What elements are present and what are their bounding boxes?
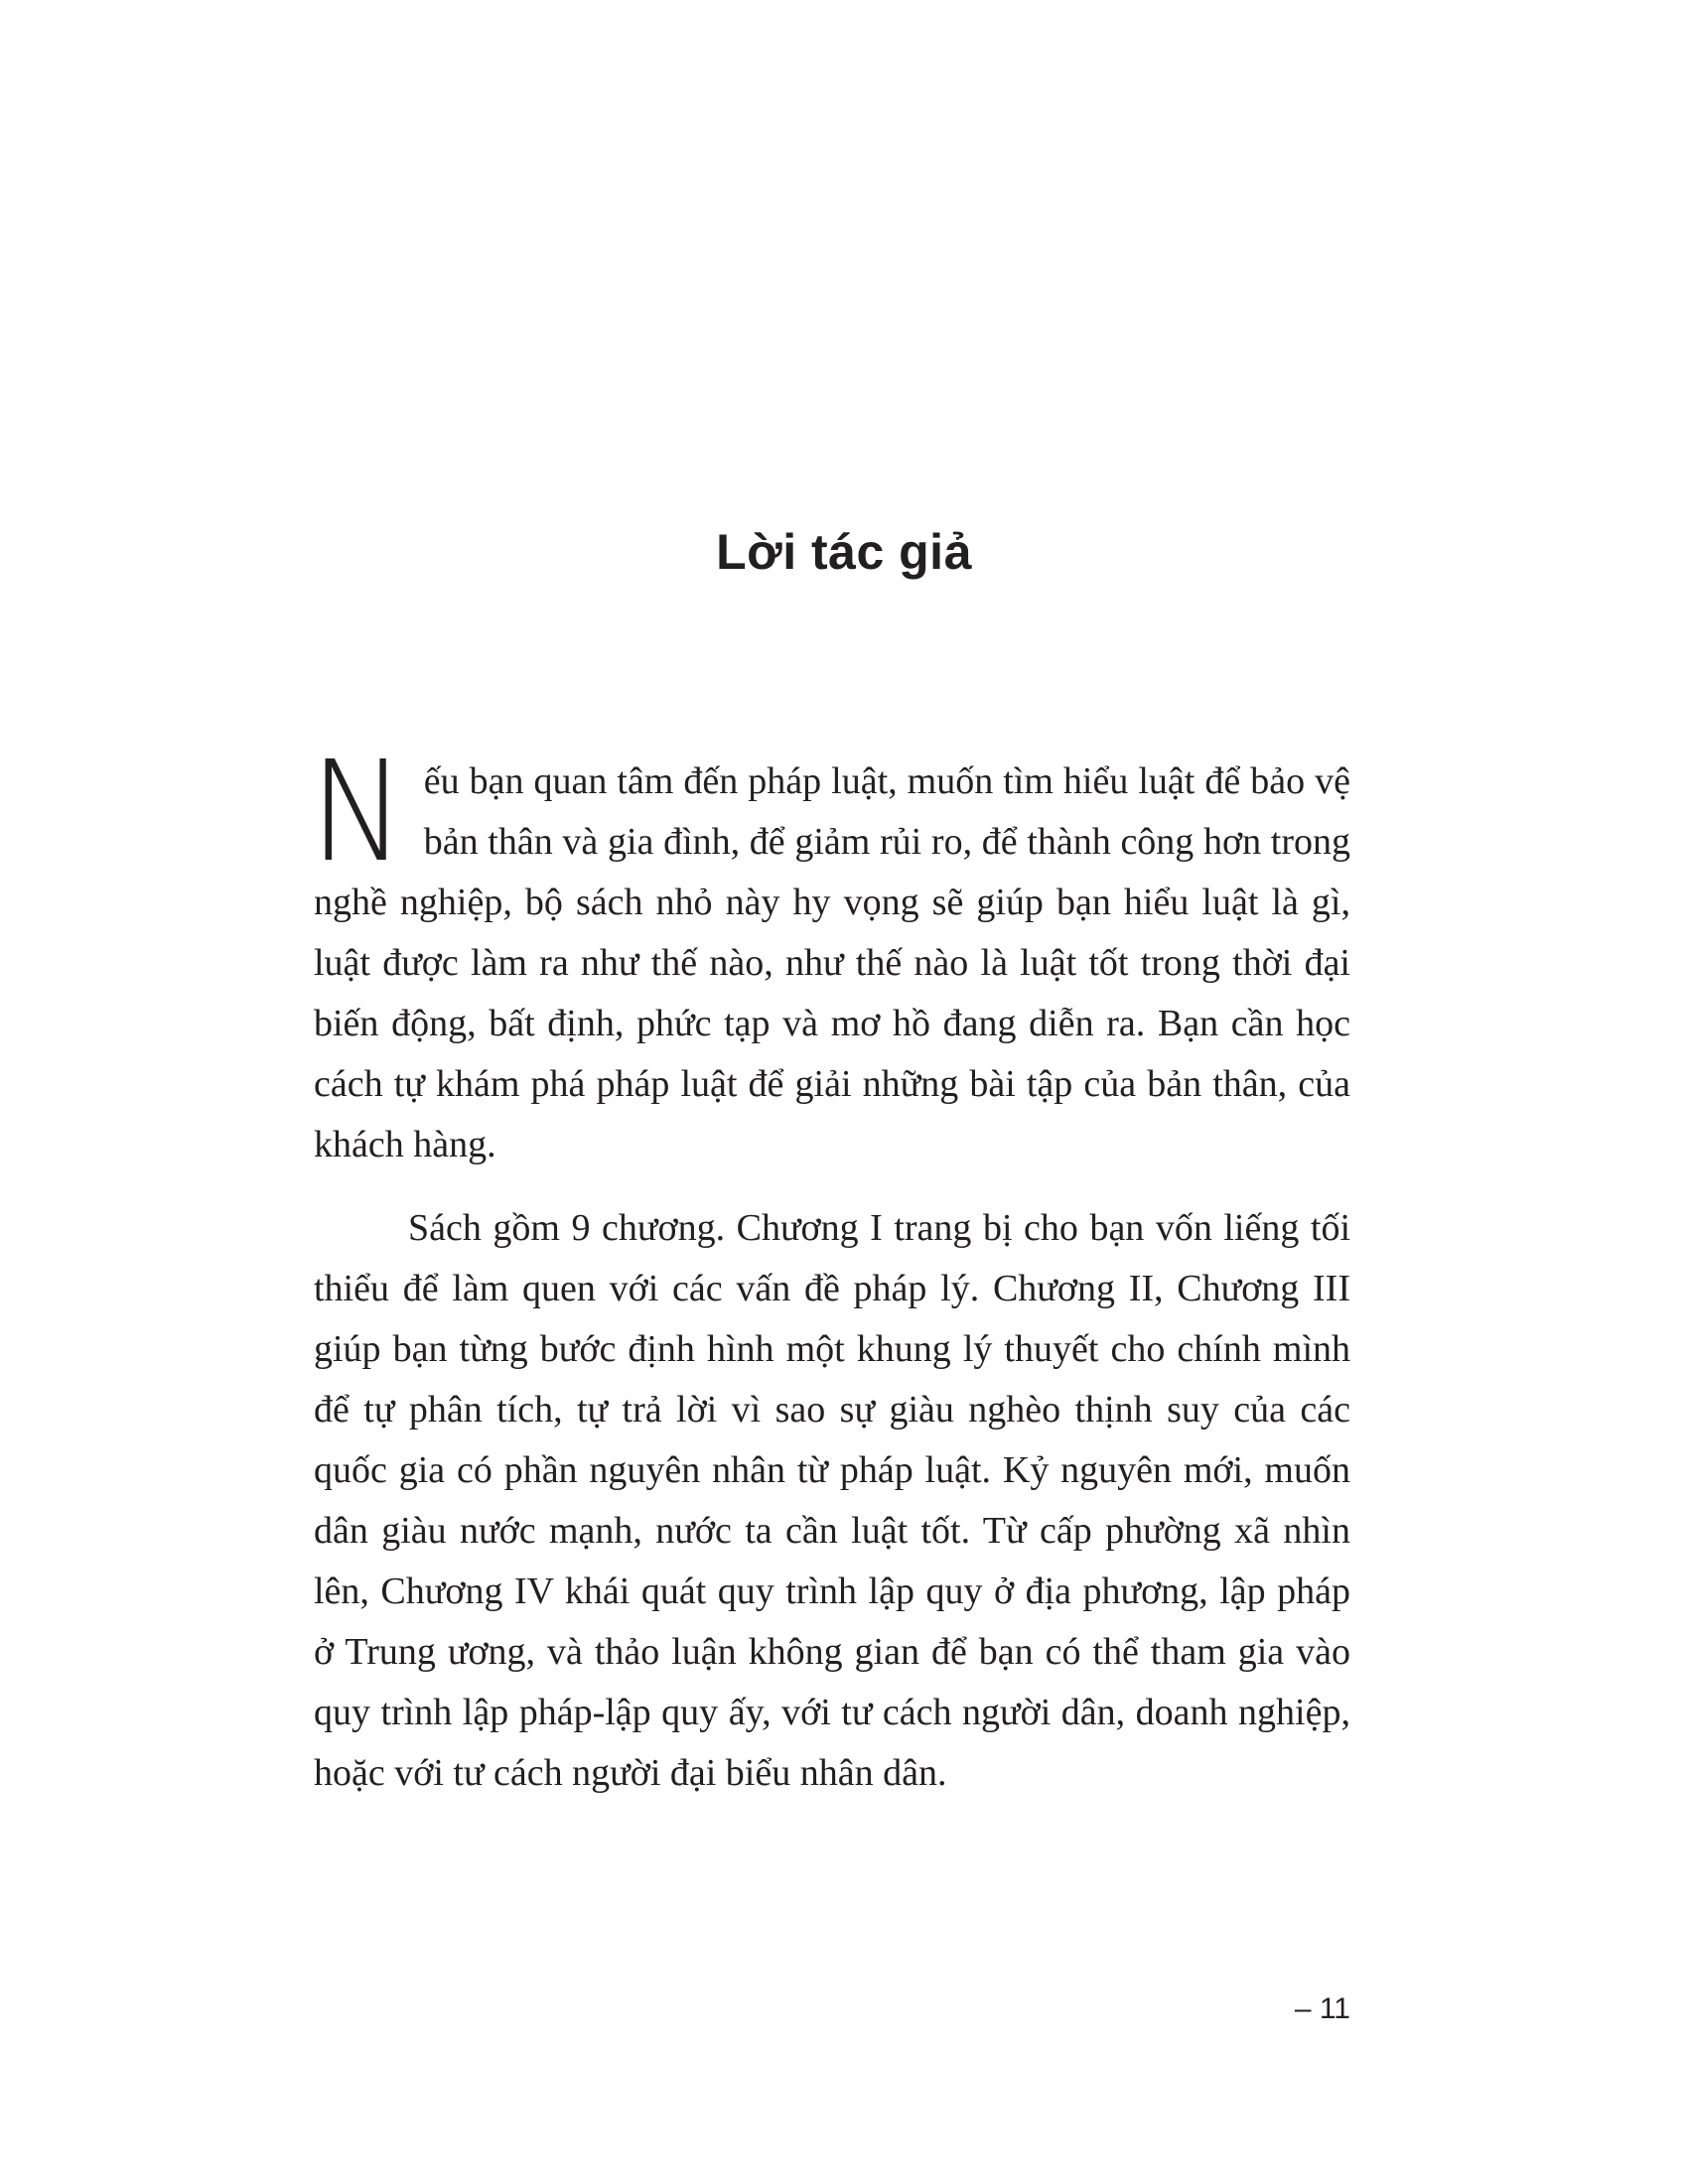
page-title: Lời tác giả bbox=[716, 524, 972, 580]
page-number: – 11 bbox=[1294, 1992, 1350, 2025]
body-text bbox=[310, 732, 1350, 1804]
drop-cap-letter: N bbox=[310, 732, 406, 893]
paragraph-2: Sách gồm 9 chương. Chương I trang bị cho bạn vốn liếng tối thiểu để làm quen với các vấn đề pháp lý. Chương II, Chương III giúp bạn từng bước định hình một khung lý thuyết cho chính mình để tự phân tích, tự trả lời vì sao sự giàu nghèo thịnh suy của các quốc gia có phần nguyên nhân từ pháp luật. Kỷ nguyên mới, muốn dân giàu nước mạnh, nước ta cần luật tốt. Từ cấp phường xã nhìn lên, Chương IV khái quát quy trình lập quy ở địa phương, lập pháp ở Trung ương, và thảo luận không gian để bạn có thể tham gia vào quy trình lập pháp-lập quy ấy, với tư cách người dân, doanh nghiệp, hoặc với tư cách người đại biểu nhân dân. bbox=[314, 1207, 1350, 1794]
drop-cap bbox=[310, 732, 406, 893]
paragraph-1 bbox=[310, 732, 1350, 1175]
paragraph-1-text: ếu bạn quan tâm đến pháp luật, muốn tìm hiểu luật để bảo vệ bản thân và gia đình, để giảm rủi ro, để thành công hơn trong nghề nghiệp, bộ sách nhỏ này hy vọng sẽ giúp bạn hiểu luật là gì, luật được làm ra như thế nào, như thế nào là luật tốt trong thời đại biến động, bất định, phức tạp và mơ hồ đang diễn ra. Bạn cần học cách tự khám phá pháp luật để giải những bài tập của bản thân, của khách hàng. bbox=[314, 760, 1350, 1165]
